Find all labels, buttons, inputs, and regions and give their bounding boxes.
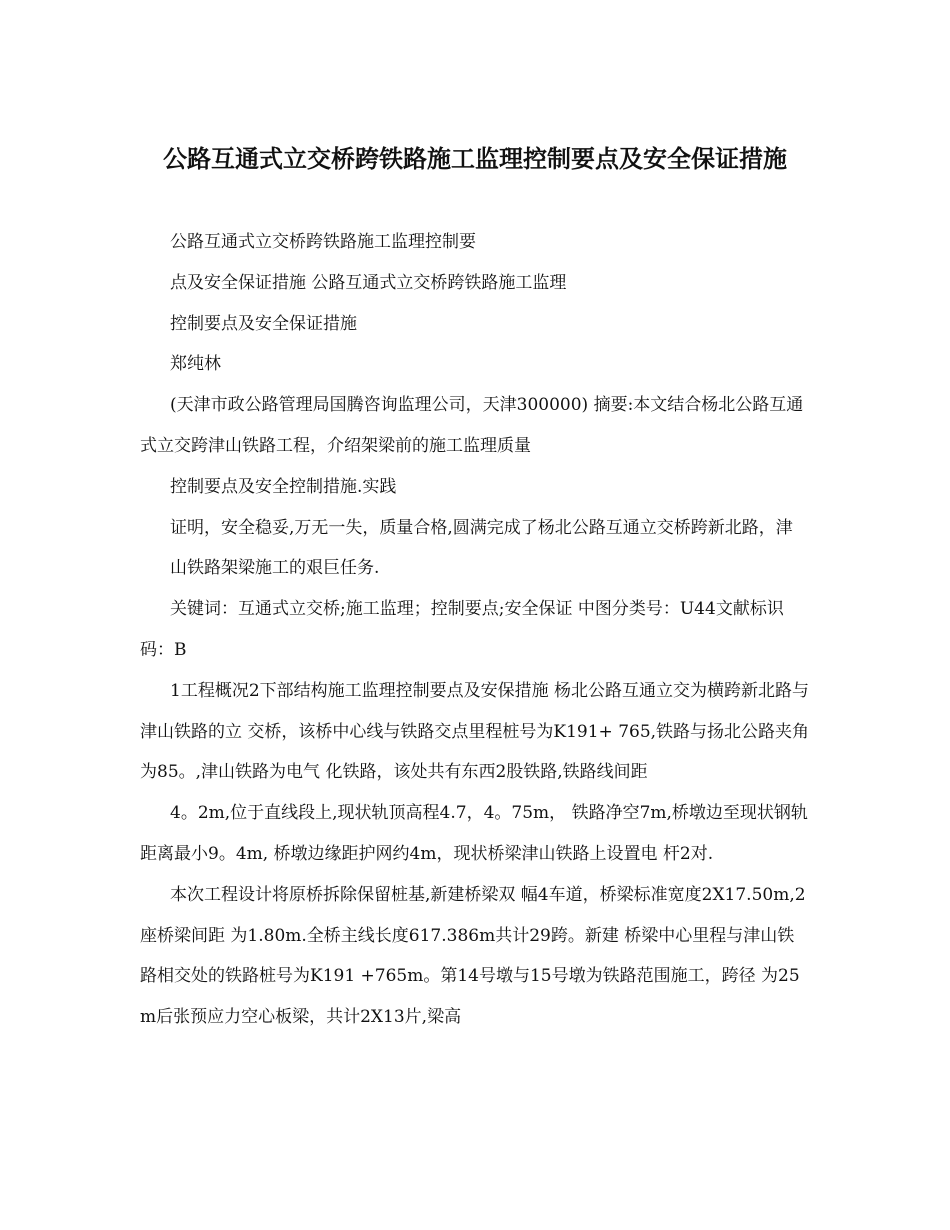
paragraph-heading-line-3: 控制要点及安全保证措施 — [170, 313, 357, 334]
design-description: 本次工程设计将原桥拆除保留桩基,新建桥梁双 幅4车道，桥梁标准宽度2X17.50m,2座桥梁间距 为1.80m.全桥主线长度617.386m共计29跨。新建 桥梁中心里程与津山铁路相交处的铁路桩号为K191 +765m。第14号墩与15号墩为铁路范围施工，跨径 为25m后张预应力空心板梁，共计2X13片,梁高 — [140, 884, 806, 1028]
abstract-continued: 控制要点及安全控制措施.实践 — [170, 476, 397, 497]
project-overview: 1工程概况2下部结构施工监理控制要点及安保措施 杨北公路互通立交为横跨新北路与津山铁路的立 交桥，该桥中心线与铁路交点里程桩号为K191+ 765,铁路与扬北公路夹角为85。,津山铁路为电气 化铁路，该处共有东西2股铁路,铁路线间距 — [140, 680, 810, 783]
affiliation-abstract: (天津市政公路管理局国腾咨询监理公司，天津300000) 摘要:本文结合杨北公路互通式立交跨津山铁路工程，介绍架梁前的施工监理质量 — [140, 395, 804, 456]
project-conditions: 4。2m,位于直线段上,现状轨顶高程4.7，4。75m， 铁路净空7m,桥墩边至现状钢轨距离最小9。4m, 桥墩边缘距护网约4m，现状桥梁津山铁路上设置电 杆2对. — [140, 803, 808, 864]
author-name: 郑纯林 — [170, 354, 221, 375]
abstract-result: 证明，安全稳妥,万无一失，质量合格,圆满完成了杨北公路互通立交桥跨新北路，津 — [170, 517, 793, 538]
abstract-end: 山铁路架梁施工的艰巨任务. — [170, 558, 380, 579]
keywords: 关键词：互通式立交桥;施工监理；控制要点;安全保证 中图分类号：U44文献标识码：B — [140, 599, 784, 660]
paragraph-heading-line-2: 点及安全保证措施 公路互通式立交桥跨铁路施工监理 — [170, 272, 567, 293]
document-body — [140, 222, 810, 1038]
paragraph-heading-line-1: 公路互通式立交桥跨铁路施工监理控制要 — [170, 232, 476, 252]
document-title: 公路互通式立交桥跨铁路施工监理控制要点及安全保证措施 — [163, 144, 787, 173]
